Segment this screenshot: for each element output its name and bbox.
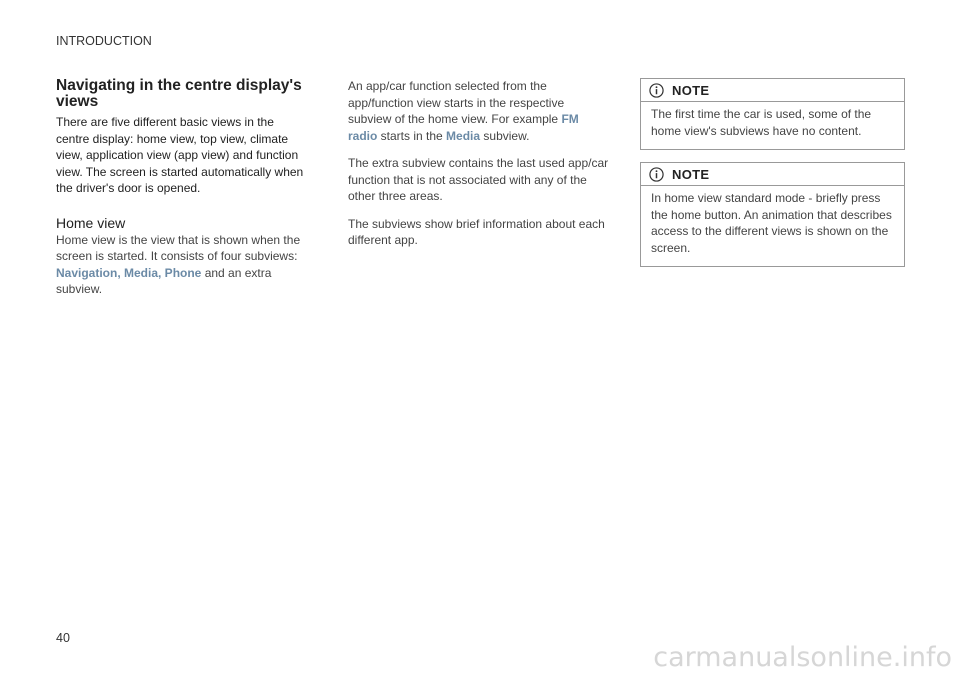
app-function-text-2: starts in the (377, 128, 447, 143)
info-icon (649, 167, 664, 182)
media-highlight: Media (446, 128, 481, 143)
column-1 (56, 78, 306, 298)
app-function-text-3: subview. (480, 128, 530, 143)
home-view-text-end: and an extra subview. (56, 265, 272, 296)
column-3 (640, 78, 905, 279)
column-2 (348, 78, 610, 260)
note-title: NOTE (672, 166, 710, 182)
app-function-paragraph (348, 78, 610, 144)
app-function-text: An app/car function selected from the app/function view starts in the respective subview of the home view. For example (348, 79, 565, 126)
note-header (641, 163, 904, 186)
extra-subview-paragraph: The extra subview contains the last used app/car function that is not associated with any of the other three areas. (348, 156, 609, 203)
page-number: 40 (56, 631, 70, 645)
home-view-paragraph (56, 232, 306, 298)
subviews-highlight: Navigation, Media, Phone (56, 265, 202, 280)
note-box (640, 162, 905, 267)
watermark: carmanualsonline.info (653, 642, 952, 673)
home-view-text: Home view is the view that is shown when the screen is started. It consists of four subviews: (56, 232, 301, 263)
note-body: The first time the car is used, some of the home view's subviews have no content. (651, 107, 872, 138)
note-header (641, 79, 904, 102)
info-icon (649, 83, 664, 98)
intro-paragraph: There are five different basic views in the centre display: home view, top view, climate view, application view (app view) and function view. The screen is started automatically when the driver's door is opened. (56, 115, 304, 195)
note-box (640, 78, 905, 150)
fm-radio-highlight: FM radio (348, 112, 579, 143)
section-heading: Navigating in the centre display's views (56, 77, 302, 110)
section-header: INTRODUCTION (56, 34, 152, 48)
note-title: NOTE (672, 82, 710, 98)
home-view-heading: Home view (56, 214, 126, 231)
subviews-info-paragraph: The subviews show brief information about each different app. (348, 216, 605, 247)
note-body: In home view standard mode - briefly press the home button. An animation that describes access to the different views is shown on the screen. (651, 191, 892, 255)
